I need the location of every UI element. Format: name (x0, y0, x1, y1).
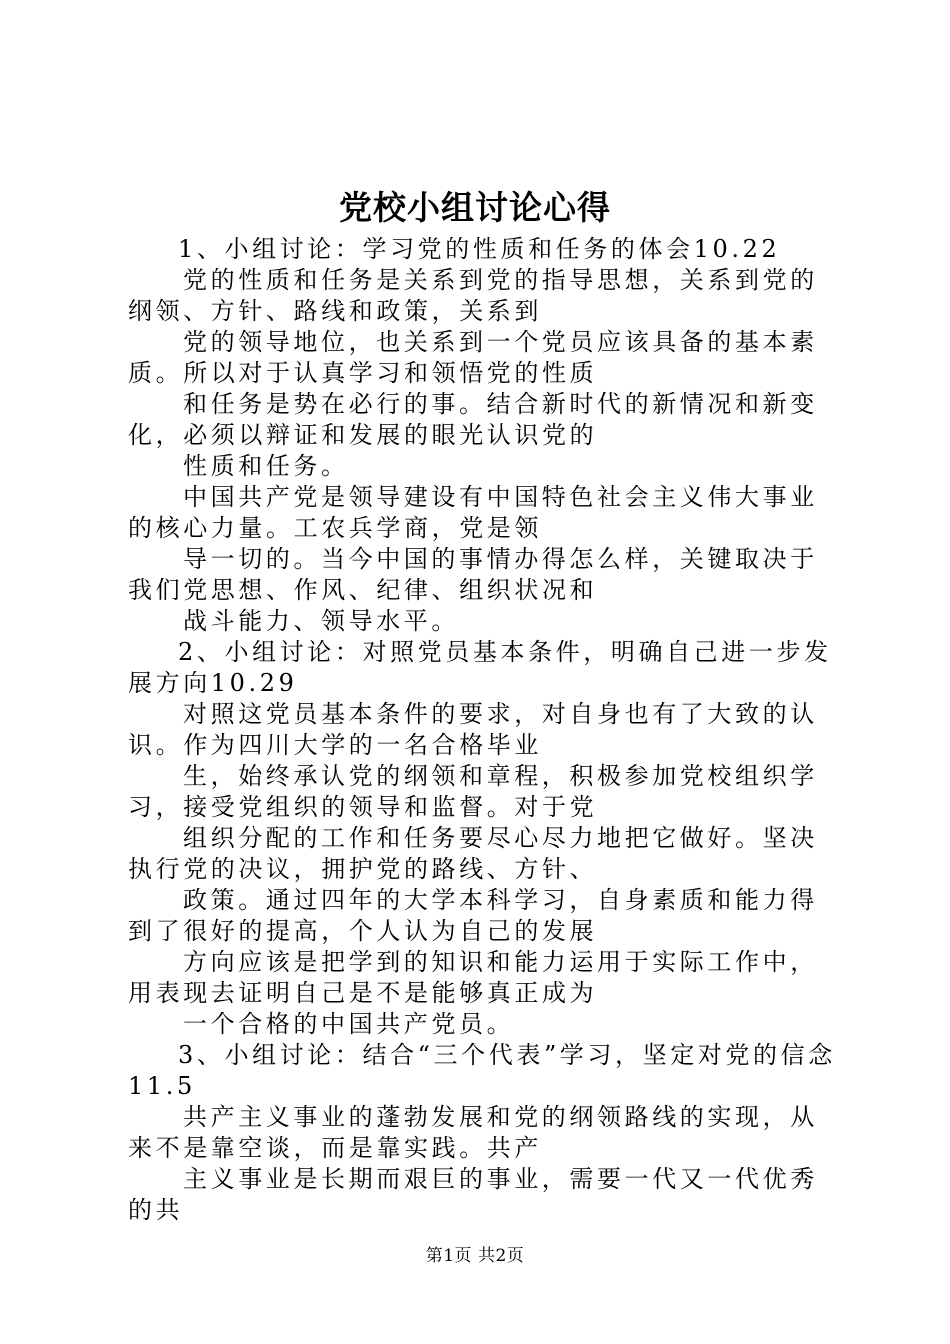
paragraph: 主义事业是长期而艰巨的事业，需要一代又一代优秀的共 (128, 1165, 818, 1224)
paragraph: 生，始终承认党的纲领和章程，积极参加党校组织学习，接受党组织的领导和监督。对于党 (128, 762, 818, 821)
document-title: 党校小组讨论心得 (339, 188, 611, 227)
section-heading: 2、小组讨论：对照党员基本条件，明确自己进一步发展方向10.29 (128, 638, 832, 697)
section-heading: 3、小组讨论：结合“三个代表”学习，坚定对党的信念11.5 (128, 1041, 836, 1100)
paragraph: 共产主义事业的蓬勃发展和党的纲领路线的实现，从来不是靠空谈，而是靠实践。共产 (128, 1103, 818, 1162)
paragraph: 一个合格的中国共产党员。 (183, 1010, 515, 1038)
paragraph: 党的领导地位，也关系到一个党员应该具备的基本素质。所以对于认真学习和领悟党的性质 (128, 328, 818, 387)
paragraph: 组织分配的工作和任务要尽心尽力地把它做好。坚决执行党的决议，拥护党的路线、方针、 (128, 824, 818, 883)
paragraph: 战斗能力、领导水平。 (183, 607, 459, 635)
paragraph: 和任务是势在必行的事。结合新时代的新情况和新变化，必须以辩证和发展的眼光认识党的 (128, 390, 818, 449)
paragraph: 方向应该是把学到的知识和能力运用于实际工作中，用表现去证明自己是不是能够真正成为 (128, 948, 818, 1007)
document-body (128, 234, 840, 1226)
section-heading: 1、小组讨论：学习党的性质和任务的体会10.22 (178, 235, 781, 263)
paragraph: 性质和任务。 (183, 452, 349, 480)
paragraph: 导一切的。当今中国的事情办得怎么样，关键取决于我们党思想、作风、纪律、组织状况和 (128, 545, 818, 604)
paragraph: 党的性质和任务是关系到党的指导思想，关系到党的纲领、方针、路线和政策，关系到 (128, 266, 818, 325)
page-footer: 第1页 共2页 (425, 1246, 525, 1266)
paragraph: 对照这党员基本条件的要求，对自身也有了大致的认识。作为四川大学的一名合格毕业 (128, 700, 818, 759)
paragraph: 中国共产党是领导建设有中国特色社会主义伟大事业的核心力量。工农兵学商，党是领 (128, 483, 818, 542)
paragraph: 政策。通过四年的大学本科学习，自身素质和能力得到了很好的提高，个人认为自己的发展 (128, 886, 818, 945)
